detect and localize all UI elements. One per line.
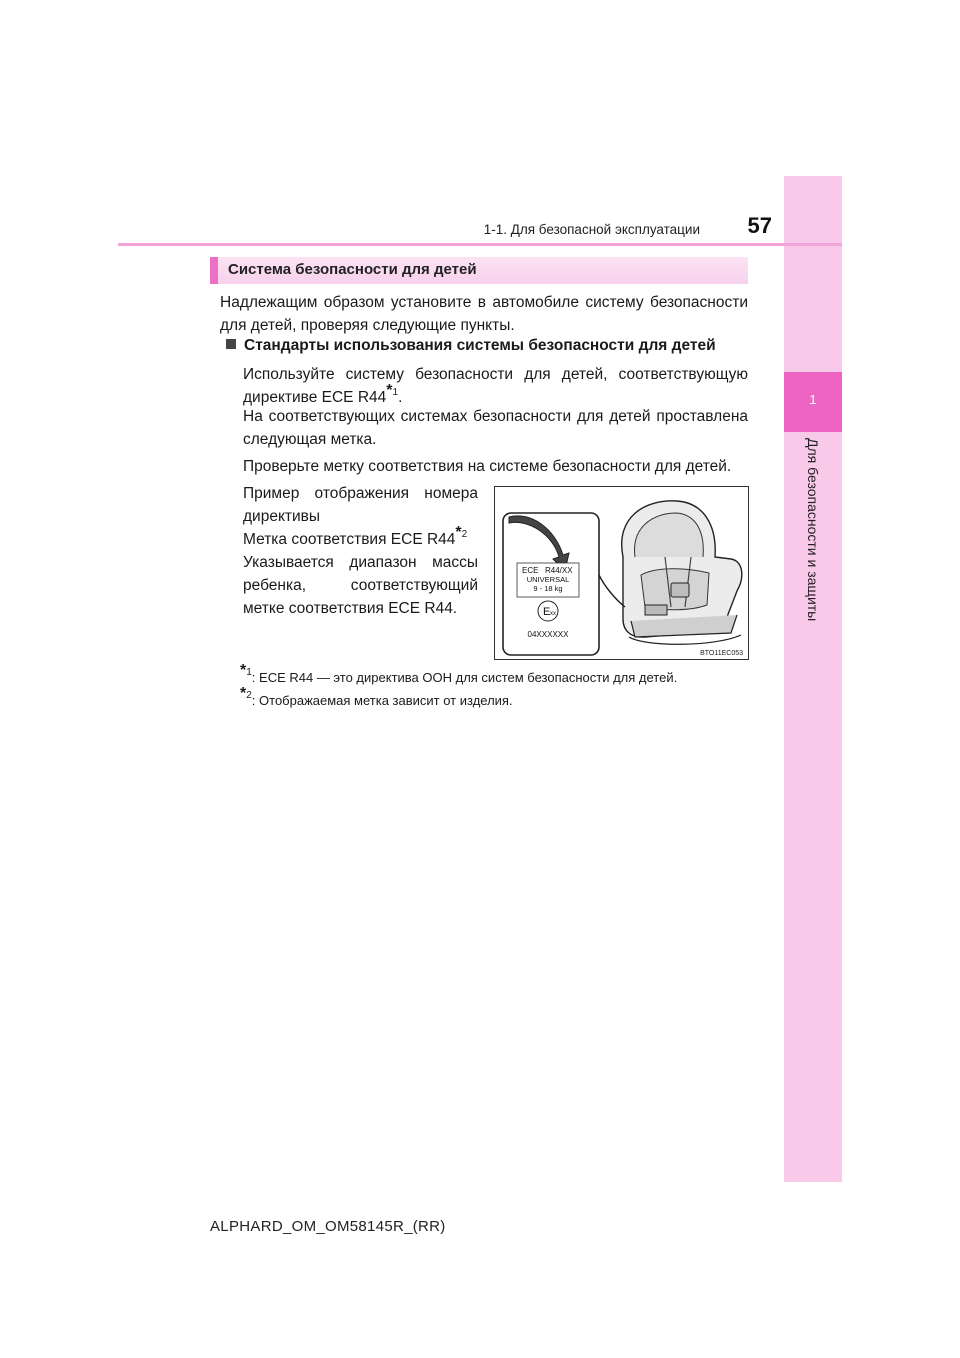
side-tab-number: 1 xyxy=(809,392,817,407)
label-mass-range: 9 - 18 kg xyxy=(533,584,563,593)
figure-code: BTO11EC053 xyxy=(700,650,743,657)
e-mark-sub: xx xyxy=(550,611,556,617)
child-seat-figure xyxy=(494,486,749,660)
page-number: 57 xyxy=(747,213,772,238)
subsection-heading-text: Стандарты использования системы безопасности для детей xyxy=(244,337,716,354)
header-divider xyxy=(118,243,842,246)
p1-text: Используйте систему безопасности для детей, соответствующую директиве ECE R44 xyxy=(243,366,748,406)
intro-paragraph: Надлежащим образом установите в автомобиле систему безопасности для детей, проверяя следующие пункты. xyxy=(220,294,748,334)
subsection-heading xyxy=(226,337,756,355)
footnote-2: $^{*2}$: Отображаемая метка зависит от изделия. xyxy=(240,685,513,708)
document-footer-code: ALPHARD_OM_OM58145R_(RR) xyxy=(210,1218,446,1235)
subsection-paragraph-2: На соответствующих системах безопасности для детей проставлена следующая метка. xyxy=(243,408,748,448)
label-universal: UNIVERSAL xyxy=(526,575,570,584)
footnote-1: $^{*1}$: ECE R44 — это директива ООН для систем безопасности для детей. xyxy=(240,662,678,685)
approval-number: 04XXXXXX xyxy=(527,630,569,639)
section-title: Система безопасности для детей xyxy=(228,261,477,278)
label-r44: R44/XX xyxy=(545,566,573,575)
label-desc-3: Указывается диапазон массы ребенка, соответствующий метке соответствия ECE R44. xyxy=(243,554,478,617)
subsection-paragraph-1: Используйте систему безопасности для детей, соответствующую директиве ECE R44$^{*1}$. xyxy=(243,366,748,406)
square-bullet-icon xyxy=(226,339,236,349)
footnote-ref-1[interactable]: *1 xyxy=(386,382,399,399)
footnote-ref-2[interactable]: *2 xyxy=(455,524,468,541)
child-seat-illustration xyxy=(495,487,748,659)
label-ece: ECE xyxy=(522,566,539,575)
e-mark-letter: E xyxy=(543,606,551,618)
label-desc-1: Пример отображения номера директивы xyxy=(243,485,478,525)
side-tab-title: Для безопасности и защиты xyxy=(805,438,821,622)
header-section-title: 1-1. Для безопасной эксплуатации xyxy=(483,222,700,237)
label-desc-2: Метка соответствия ECE R44$^{*2}$ xyxy=(243,524,468,548)
subsection-paragraph-3: Проверьте метку соответствия на системе безопасности для детей. xyxy=(243,458,732,475)
